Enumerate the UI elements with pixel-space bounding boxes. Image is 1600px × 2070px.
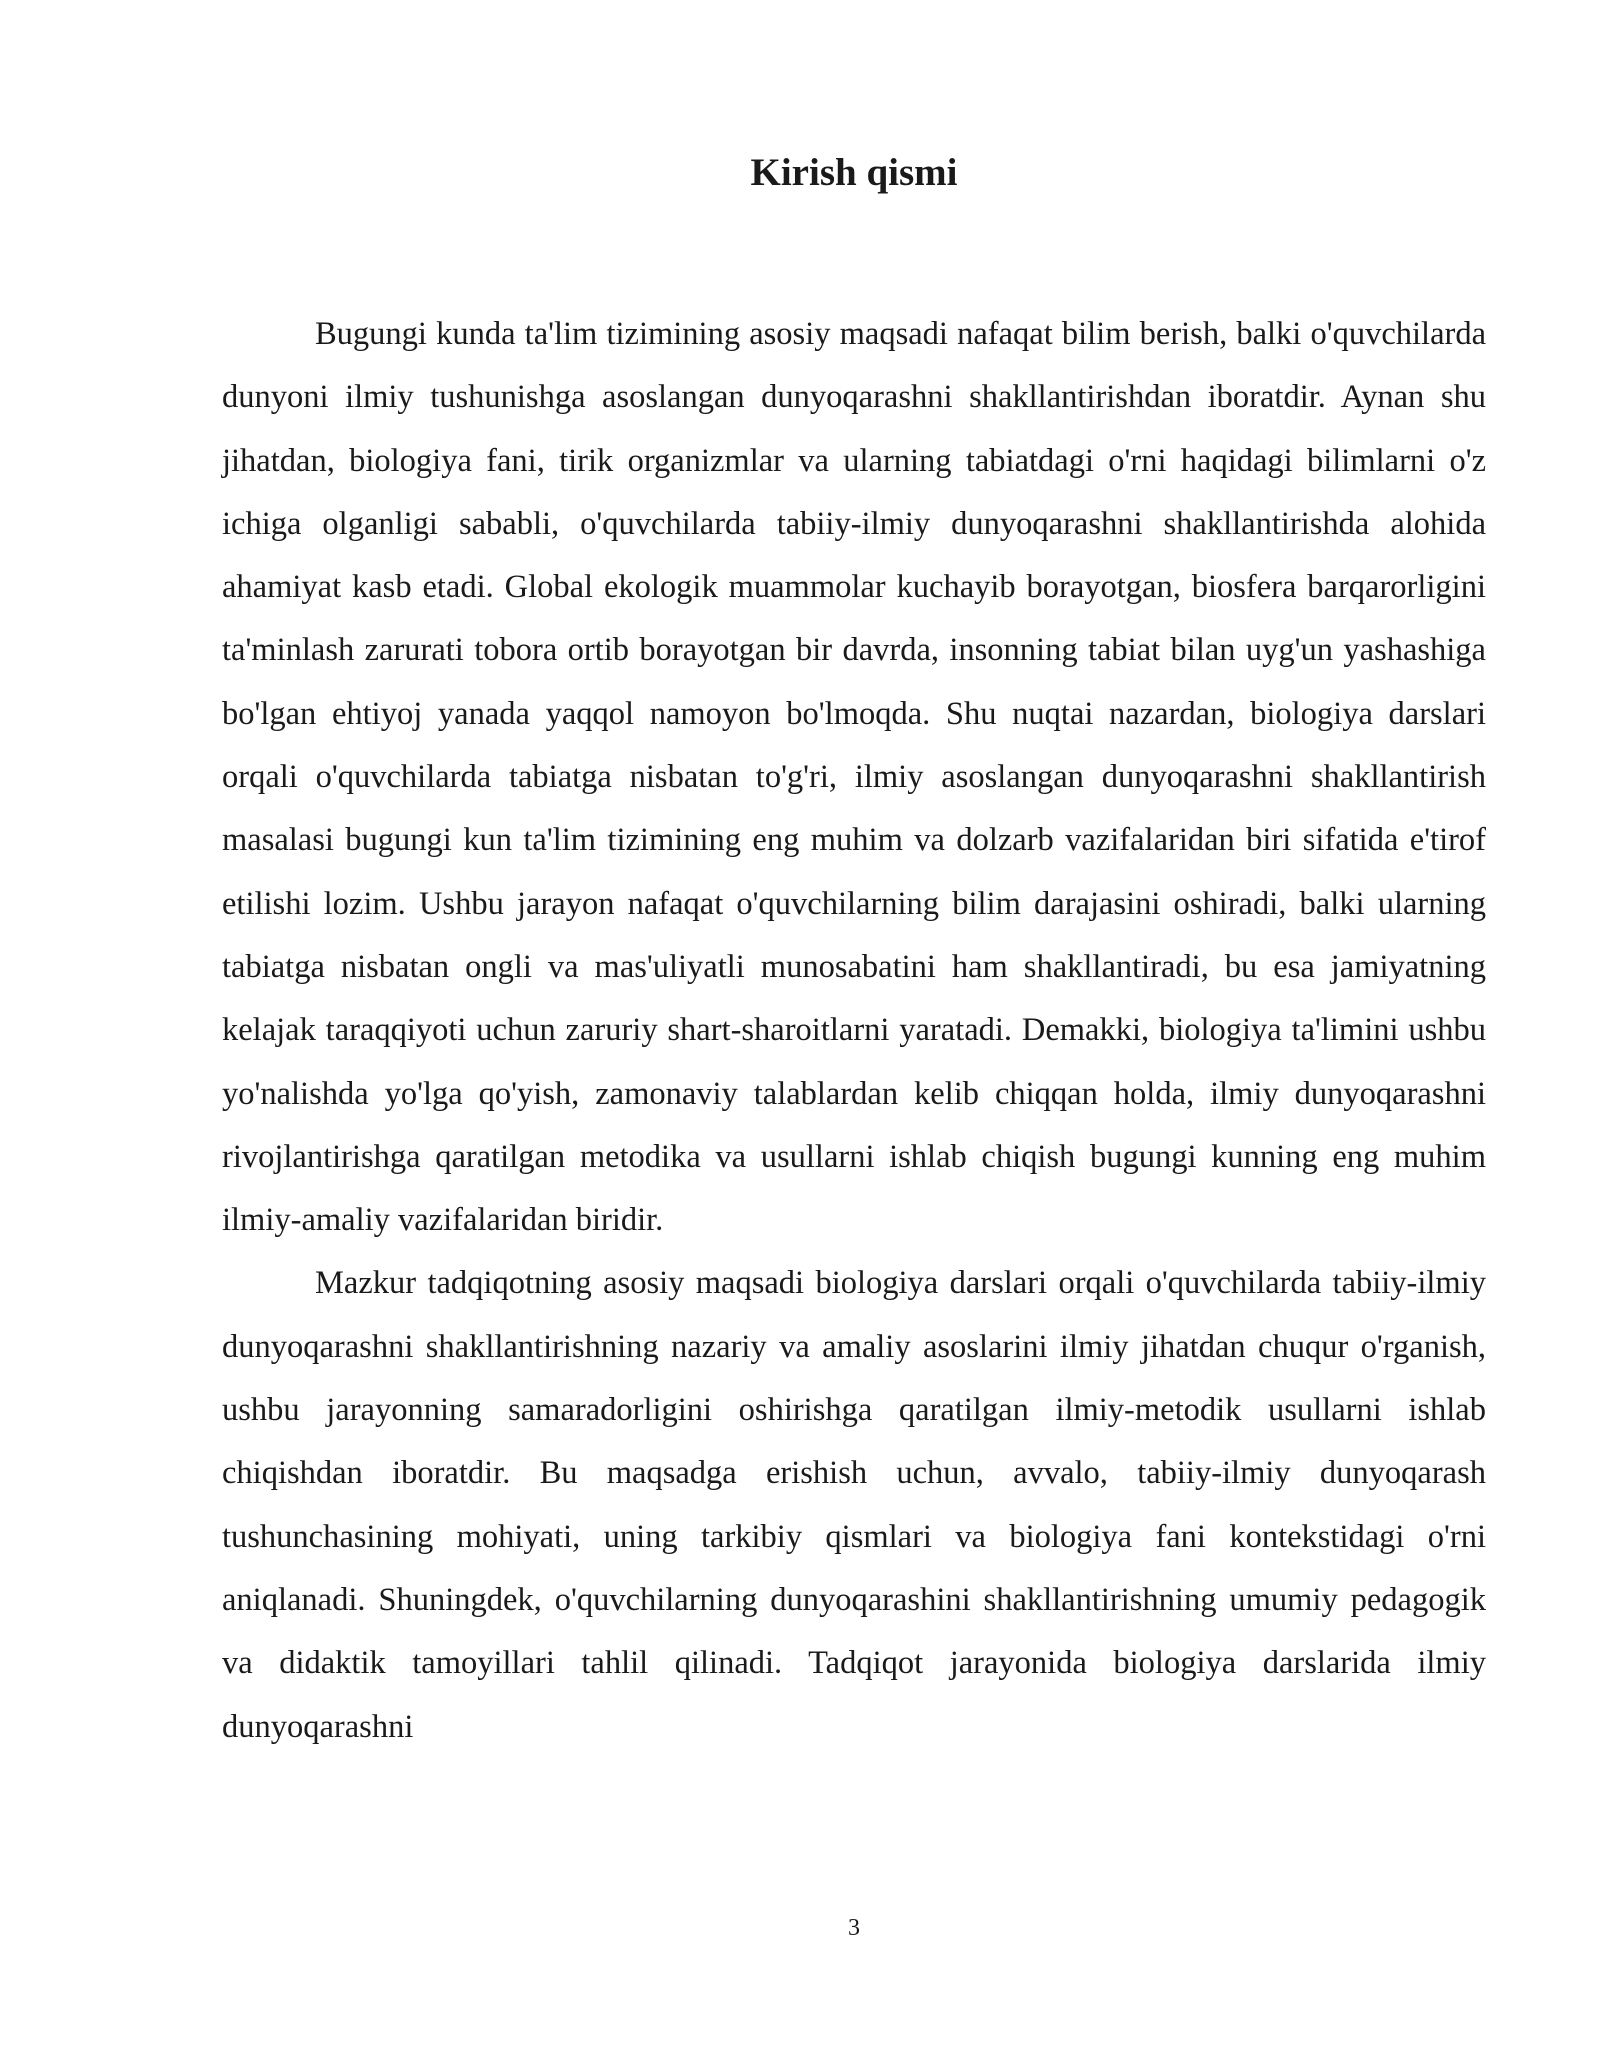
paragraph-1: Bugungi kunda ta'lim tizimining asosiy maqsadi nafaqat bilim berish, balki o'quvchilarda dunyoni ilmiy tushunishga asoslangan dunyoqarashni shakllantirishdan iboratdir. Aynan shu jihatdan, biologiya fani, tirik organizmlar va ularning tabiatdagi o'rni haqidagi bilimlarni o'z ichiga olganligi sababli, o'quvchilarda tabiiy-ilmiy dunyoqarashni shakllantirishda alohida ahamiyat kasb etadi. Global ekologik muammolar kuchayib borayotgan, biosfera barqarorligini ta'minlash zarurati tobora ortib borayotgan bir davrda, insonning tabiat bilan uyg'un yashashiga bo'lgan ehtiyoj yanada yaqqol namoyon bo'lmoqda. Shu nuqtai nazardan, biologiya darslari orqali o'quvchilarda tabiatga nisbatan to'g'ri, ilmiy asoslangan dunyoqarashni shakllantirish masalasi bugungi kun ta'lim tizimining eng muhim va dolzarb vazifalaridan biri sifatida e'tirof etilishi lozim. Ushbu jarayon nafaqat o'quvchilarning bilim darajasini oshiradi, balki ularning tabiatga nisbatan ongli va mas'uliyatli munosabatini ham shakllantiradi, bu esa jamiyatning kelajak taraqqiyoti uchun zaruriy shart-sharoitlarni yaratadi. Demakki, biologiya ta'limini ushbu yo'nalishda yo'lga qo'yish, zamonaviy talablardan kelib chiqqan holda, ilmiy dunyoqarashni rivojlantirishga qaratilgan metodika va usullarni ishlab chiqish bugungi kunning eng muhim ilmiy-amaliy vazifalaridan biridir. — [222, 316, 1486, 1239]
paragraph-2: Mazkur tadqiqotning asosiy maqsadi biologiya darslari orqali o'quvchilarda tabiiy-ilmiy dunyoqarashni shakllantirishning nazariy va amaliy asoslarini ilmiy jihatdan chuqur o'rganish, ushbu jarayonning samaradorligini oshirishga qaratilgan ilmiy-metodik usullarni ishlab chiqishdan iboratdir. Bu maqsadga erishish uchun, avvalo, tabiiy-ilmiy dunyoqarash tushunchasining mohiyati, uning tarkibiy qismlari va biologiya fani kontekstidagi o'rni aniqlanadi. Shuningdek, o'quvchilarning dunyoqarashini shakllantirishning umumiy pedagogik va didaktik tamoyillari tahlil qilinadi. Tadqiqot jarayonida biologiya darslarida ilmiy dunyoqarashni — [222, 1265, 1486, 1745]
page-title: Kirish qismi — [750, 151, 958, 194]
title-container — [222, 148, 1486, 198]
body-text — [222, 303, 1486, 1759]
page-number: 3 — [848, 1915, 860, 1941]
